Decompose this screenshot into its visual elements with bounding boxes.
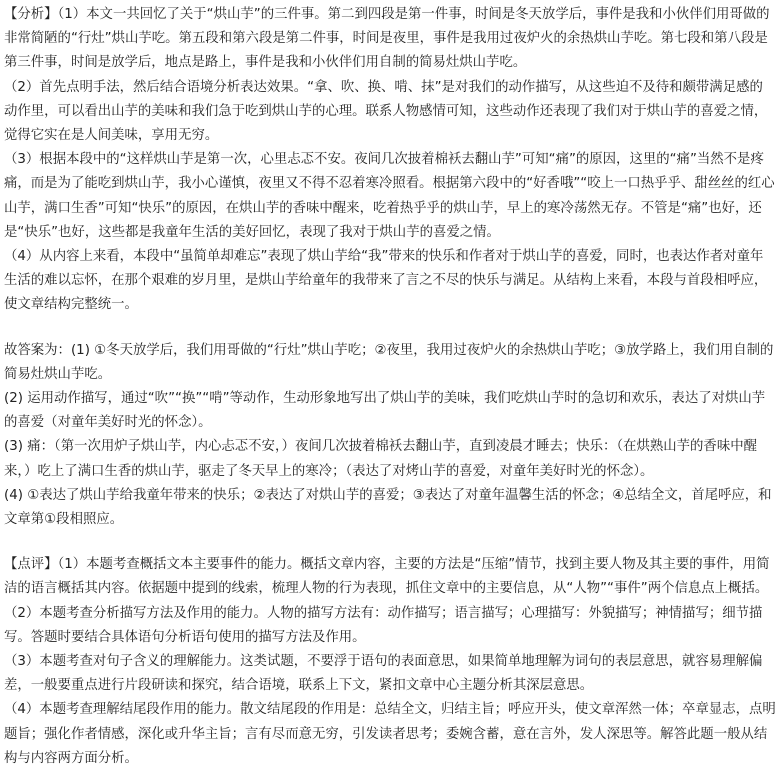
comment-paragraph-2: （2）本题考查分析描写方法及作用的能力。人物的描写方法有：动作描写；语言描写；心理描写：外貌描写；神情描写；细节描写。答题时要结合具体语句分析语句使用的描写方法及作用。 xyxy=(4,605,763,645)
answer-paragraph-2: (2) 运用动作描写，通过“吹”“换”“啃”等动作，生动形象地写出了烘山芋的美味，我们吃烘山芋时的急切和欢乐，表达了对烘山芋的喜爱（对童年美好时光的怀念）。 xyxy=(4,391,766,431)
analysis-section xyxy=(4,3,776,318)
comment-paragraph-3: （3）本题考查对句子含义的理解能力。这类试题，不要浮于语句的表面意思，如果简单地理解为词句的表层意思，就容易理解偏差，一般要重点进行片段研读和探究，结合语境，联系上下文，紧扣文章中心主题分析其深层意思。 xyxy=(4,654,763,694)
section-spacer xyxy=(4,318,776,339)
answer-paragraph-3: (3) 痛：（第一次用炉子烘山芋，内心忐忑不安，）夜间几次披着棉袄去翻山芋，直到凌晨才睡去；快乐：（在烘熟山芋的香味中醒来，）吃上了满口生香的烘山芋，驱走了冬天早上的寒冷；（表达了对烤山芋的喜爱，对童年美好时光的怀念）。 xyxy=(4,439,757,479)
answer-paragraph-1: 故答案为：(1) ①冬天放学后，我们用哥做的“行灶”烘山芋吃；②夜里，我用过夜炉火的余热烘山芋吃；③放学路上，我们用自制的简易灶烘山芋吃。 xyxy=(4,342,774,382)
comment-paragraph-4: （4）本题考查理解结尾段作用的能力。散文结尾段的作用是：总结全文，归结主旨；呼应开头，使文章浑然一体；卒章显志，点明题旨；强化作者情感，深化或升华主旨；言有尽而意无穷，引发读者思考；委婉含蓄，意在言外，发人深思等。解答此题一般从结构与内容两方面分析。 xyxy=(4,702,776,766)
answer-section xyxy=(4,339,776,533)
analysis-paragraph-2: （2）首先点明手法，然后结合语境分析表达效果。“拿、吹、换、啃、抹”是对我们的动作描写，从这些迫不及待和颇带满足感的动作里，可以看出山芋的美味和我们急于吃到烘山芋的心理。联系人物感情可知，这些动作还表现了我们对于烘山芋的喜爱之情，觉得它实在是人间美味，享用无穷。 xyxy=(4,79,768,144)
section-spacer xyxy=(4,532,776,553)
analysis-paragraph-1: 【分析】（1）本文一共回忆了关于“烘山芋”的三件事。第二到四段是第一件事，时间是冬天放学后，事件是我和小伙伴们用哥做的非常简陋的“行灶”烘山芋吃。第五段和第六段是第二件事，时间是夜里，事件是我用过夜炉火的余热烘山芋吃。第七段和第八段是第三件事，时间是放学后，地点是路上，事件是我和小伙伴们用自制的简易灶烘山芋吃。 xyxy=(4,7,770,71)
comment-paragraph-1: 【点评】（1）本题考查概括文本主要事件的能力。概括文章内容，主要的方法是“压缩”情节，找到主要人物及其主要的事件，用简洁的语言概括其内容。依据题中提到的线索，梳理人物的行为表现，抓住文章中的主要信息，从“人物”“事件”两个信息点上概括。 xyxy=(4,557,770,597)
analysis-paragraph-3: （3）根据本段中的“这样烘山芋是第一次，心里忐忑不安。夜间几次披着棉袄去翻山芋”可知“痛”的原因，这里的“痛”当然不是疼痛，而是为了能吃到烘山芋，我小心谨慎，夜里又不得不忍着寒冷照看。根据第六段中的“好香哦”“咬上一口热乎乎、甜丝丝的红心山芋，满口生香”可知“快乐”的原因，在烘山芋的香味中醒来，吃着热乎乎的烘山芋，早上的寒冷荡然无存。不管是“痛”也好，还是“快乐”也好，这些都是我童年生活的美好回忆，表现了我对于烘山芋的喜爱之情。 xyxy=(4,152,775,240)
analysis-paragraph-4: （4）从内容上来看，本段中“虽简单却难忘”表现了烘山芋给“我”带来的快乐和作者对于烘山芋的喜爱，同时，也表达作者对童年生活的难以忘怀，在那个艰难的岁月里，是烘山芋给童年的我带来了言之不尽的快乐与满足。从结构上来看，本段与首段相呼应，使文章结构完整统一。 xyxy=(4,249,768,313)
comment-section xyxy=(4,553,776,771)
answer-paragraph-4: (4) ①表达了烘山芋给我童年带来的快乐；②表达了对烘山芋的喜爱；③表达了对童年温馨生活的怀念；④总结全文，首尾呼应，和文章第①段相照应。 xyxy=(4,487,772,528)
